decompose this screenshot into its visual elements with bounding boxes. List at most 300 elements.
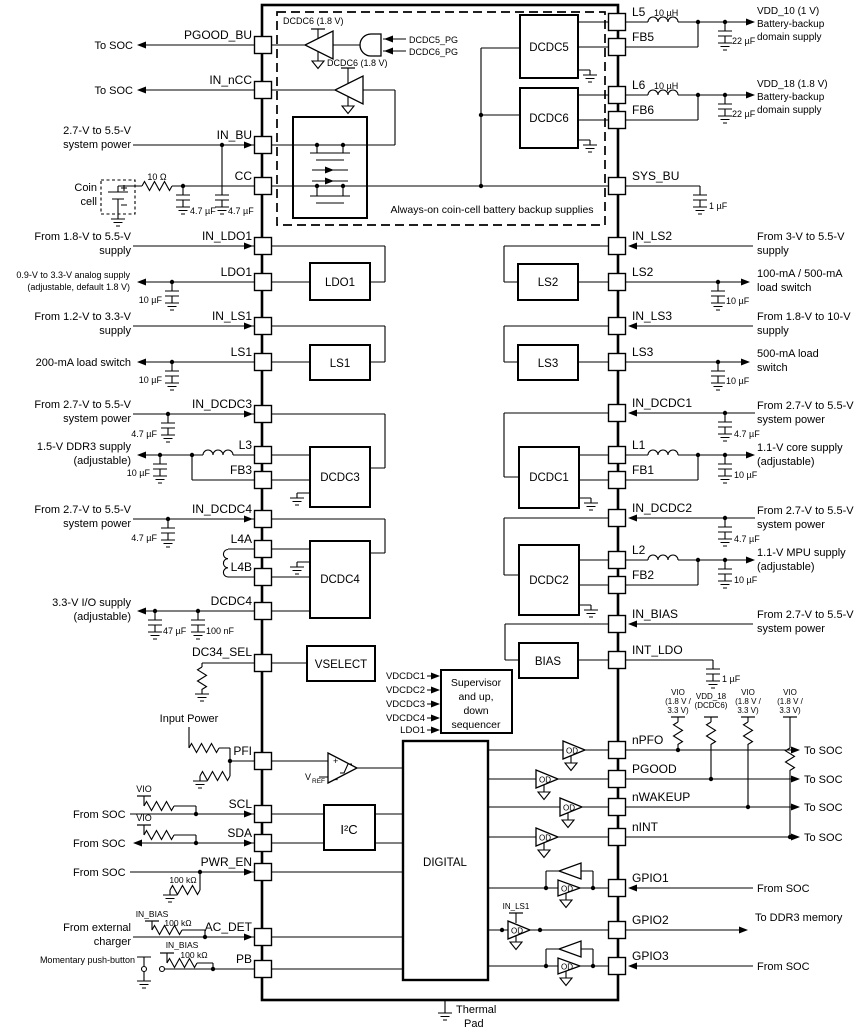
- intldo-capacitor: [706, 660, 720, 688]
- output-arrow: [137, 279, 146, 286]
- pin-label: CC: [234, 169, 252, 183]
- output-arrow: [137, 359, 146, 366]
- pin-label: FB3: [229, 463, 252, 477]
- block-label: I²C: [340, 822, 358, 837]
- cap-value: 4.7 µF: [190, 206, 216, 216]
- cap-value: 4.7 µF: [734, 534, 760, 544]
- source-label: From 1.8-V to 5.5-V: [34, 231, 131, 243]
- ls3-capacitor: [711, 362, 725, 390]
- output-label: 500-mA load: [757, 348, 819, 360]
- junction: [341, 143, 345, 147]
- pin-label: L1: [632, 438, 646, 452]
- to-soc-arrow: [791, 776, 800, 783]
- pb-ground-icon: [137, 976, 151, 988]
- pullup-rail-label: (1.8 V /: [665, 697, 691, 706]
- pin-label: FB5: [632, 30, 655, 44]
- pin-label: nINT: [632, 820, 659, 834]
- ground-icon: [290, 562, 304, 574]
- seq-input-arrow: [431, 687, 440, 694]
- to-soc-arrow: [791, 834, 800, 841]
- cc-capacitor-1: [176, 186, 190, 214]
- junction: [228, 759, 232, 763]
- output-label: 1.1-V MPU supply: [757, 547, 846, 559]
- junction: [676, 748, 680, 752]
- pin-label: L6: [632, 78, 646, 92]
- ground-icon: [584, 605, 598, 617]
- junction: [538, 928, 542, 932]
- pin-label: L2: [632, 543, 646, 557]
- dest-label: To DDR3 memory: [755, 912, 843, 924]
- coin-cell-resistor: [142, 182, 172, 191]
- source-label: supply: [99, 245, 131, 257]
- resistor-value: 10 Ω: [147, 172, 167, 182]
- pin-label: PGOOD_BU: [183, 28, 252, 42]
- source-label: From SOC: [757, 883, 810, 895]
- pin-label: IN_DCDC1: [632, 396, 693, 410]
- junction: [544, 964, 548, 968]
- block-label: DCDC4: [320, 574, 360, 586]
- source-label: From 2.7-V to 5.5-V: [757, 505, 854, 517]
- inductor-value: 10 µH: [654, 8, 679, 18]
- source-label: From SOC: [73, 838, 126, 850]
- sysbu-capacitor: [693, 186, 707, 214]
- output-label: switch: [757, 362, 788, 374]
- pullup-rail-label: 3.3 V): [779, 706, 801, 715]
- junction: [190, 453, 194, 457]
- pfi-divider-resistor-top: [189, 744, 219, 753]
- to-soc-arrow: [791, 747, 800, 754]
- block-label: DCDC1: [529, 472, 569, 484]
- dest-label: To SOC: [804, 802, 843, 814]
- input-arrow: [244, 811, 253, 818]
- cap-value: 22 µF: [732, 109, 756, 119]
- input-arrow: [244, 323, 253, 330]
- source-label: supply: [757, 325, 789, 337]
- logic-ground-icon: [560, 978, 572, 986]
- thermal-pad-ground-icon: [438, 1008, 452, 1020]
- junction: [166, 517, 170, 521]
- to-soc-arrow: [137, 42, 146, 49]
- pgood-bu-buffer: [305, 31, 333, 59]
- input-arrow: [244, 411, 253, 418]
- junction: [746, 805, 750, 809]
- pin-label: IN_BU: [216, 128, 252, 142]
- cap-value: 4.7 µF: [734, 429, 760, 439]
- ldo1-capacitor: [165, 282, 179, 310]
- in-dcdc4-capacitor: [161, 519, 175, 547]
- output-arrow: [746, 92, 755, 99]
- output-arrow: [741, 359, 750, 366]
- block-label: LS1: [329, 358, 351, 370]
- ground-icon: [584, 498, 598, 510]
- seq-input-arrow: [431, 673, 440, 680]
- buffer-supply-label: DCDC6 (1.8 V): [283, 16, 344, 26]
- pin-label: IN_DCDC2: [632, 501, 693, 515]
- output-label: domain supply: [757, 32, 822, 43]
- pin-label: IN_DCDC3: [191, 397, 252, 411]
- dest-label: To SOC: [94, 85, 133, 97]
- output-label: load switch: [757, 282, 812, 294]
- in-ncc-buffer: [335, 76, 363, 104]
- gpio1-input-buffer: [559, 863, 581, 879]
- junction: [723, 20, 727, 24]
- junction: [170, 280, 174, 284]
- pin-label: IN_DCDC4: [191, 502, 252, 516]
- input-arrow: [244, 934, 253, 941]
- pin-label: IN_LS3: [632, 309, 673, 323]
- and-gate: [360, 34, 381, 56]
- dest-label: To SOC: [94, 40, 133, 52]
- comparator-plus: +: [333, 756, 339, 766]
- input-arrow: [244, 516, 253, 523]
- source-label: From 2.7-V to 5.5-V: [757, 609, 854, 621]
- pfi-divider-resistor-bottom: [200, 772, 230, 781]
- cap-value: 10 µF: [726, 296, 750, 306]
- junction: [696, 93, 700, 97]
- input-arrow: [628, 243, 637, 250]
- pin-label: nPFO: [632, 733, 664, 747]
- to-soc-arrow: [791, 804, 800, 811]
- input-arrow: [244, 840, 253, 847]
- junction: [166, 412, 170, 416]
- junction: [709, 777, 713, 781]
- cap-value: 4.7 µF: [131, 429, 157, 439]
- pullup-rail-label: VIO: [783, 688, 797, 697]
- pin-label: L3: [238, 438, 252, 452]
- dcdc4-out-capacitor-2: [191, 611, 205, 639]
- cap-value: 10 µF: [734, 470, 758, 480]
- pin-label: PFI: [233, 744, 252, 758]
- vref-label: V: [304, 772, 311, 782]
- and-input-arrow: [384, 48, 393, 55]
- output-arrow: [137, 608, 146, 615]
- junction: [723, 558, 727, 562]
- pwr-en-pulldown-resistor: [170, 886, 200, 895]
- output-label: VDD_10 (1 V): [757, 6, 820, 17]
- rail-label: VIO: [136, 784, 152, 794]
- cap-value: 10 µF: [138, 295, 162, 305]
- od-label: OD: [561, 962, 573, 972]
- rail-label: VIO: [136, 813, 152, 823]
- output-label: VDD_18 (1.8 V): [757, 79, 828, 90]
- junction: [153, 609, 157, 613]
- block-label: DCDC3: [320, 472, 360, 484]
- output-label: (adjustable, default 1.8 V): [27, 282, 130, 292]
- dcdc4-out-capacitor-1: [148, 611, 162, 639]
- sda-pullup-resistor: [144, 831, 174, 840]
- output-label: 100-mA / 500-mA: [757, 268, 843, 280]
- inductor-value: 10 µH: [654, 81, 679, 91]
- cap-value: 1 µF: [709, 201, 728, 211]
- dcdc1-out-capacitor: [718, 455, 732, 483]
- dest-label: To SOC: [804, 745, 843, 757]
- cap-value: 10 µF: [138, 375, 162, 385]
- output-arrow: [137, 452, 146, 459]
- pin-label: PGOOD: [632, 762, 677, 776]
- source-label: From SOC: [73, 809, 126, 821]
- npfo-pullup-resistor: [674, 722, 683, 744]
- block-label: DCDC2: [529, 575, 569, 587]
- sda-arrow: [133, 840, 142, 847]
- junction: [198, 870, 202, 874]
- thermal-pad-label: Pad: [464, 1018, 484, 1030]
- output-label: 3.3-V I/O supply: [52, 597, 131, 609]
- od-label: OD: [563, 803, 575, 813]
- in-dcdc2-capacitor: [718, 518, 732, 546]
- output-label: 0.9-V to 3.3-V analog supply: [16, 270, 130, 280]
- rail-label: IN_BIAS: [165, 940, 199, 950]
- pin-label: IN_LS1: [211, 309, 252, 323]
- input-arrow: [628, 323, 637, 330]
- cap-value: 100 nF: [206, 626, 235, 636]
- junction: [181, 184, 185, 188]
- seq-input-label: VDCDC4: [385, 713, 425, 724]
- pin-label: LS3: [632, 345, 654, 359]
- rail-label: IN_BIAS: [135, 909, 169, 919]
- source-label: system power: [63, 518, 131, 530]
- pullup-rail-label: (1.8 V /: [777, 697, 803, 706]
- source-label: From 2.7-V to 5.5-V: [34, 399, 131, 411]
- logic-ground-icon: [565, 763, 577, 771]
- pullup-rail-label: VDD_18: [695, 692, 727, 701]
- thermal-pad-label: Thermal: [456, 1004, 497, 1016]
- seq-input-label: VDCDC1: [385, 671, 425, 682]
- junction: [315, 184, 319, 188]
- junction: [196, 609, 200, 613]
- pin-label: IN_LS2: [632, 229, 673, 243]
- backup-caption: Always-on coin-cell battery backup supplies: [390, 204, 594, 216]
- source-label: system power: [757, 623, 825, 635]
- output-label: (adjustable): [73, 455, 131, 467]
- logic-ground-icon: [538, 792, 550, 800]
- dest-label: To SOC: [804, 774, 843, 786]
- junction: [696, 20, 700, 24]
- vdd18-capacitor: [718, 95, 732, 123]
- junction: [479, 184, 483, 188]
- pin-label: GPIO3: [632, 949, 669, 963]
- in-dcdc1-capacitor: [718, 413, 732, 441]
- logic-ground-icon: [312, 61, 324, 69]
- pin-label: FB1: [632, 463, 655, 477]
- source-label: From 1.8-V to 10-V: [757, 311, 851, 323]
- buffer-supply-label: DCDC6 (1.8 V): [327, 58, 388, 68]
- junction: [716, 280, 720, 284]
- l1-inductor: [648, 450, 678, 455]
- cap-value: 4.7 µF: [228, 206, 254, 216]
- block-label: DCDC6: [529, 113, 569, 125]
- source-label: system power: [757, 519, 825, 531]
- pin-label: DC34_SEL: [191, 645, 252, 659]
- od-label: OD: [539, 833, 551, 843]
- junction: [696, 453, 700, 457]
- input-arrow: [244, 869, 253, 876]
- junction: [723, 516, 727, 520]
- block-label: BIAS: [534, 656, 562, 668]
- input-power-label: Input Power: [159, 713, 219, 725]
- input-arrow: [628, 515, 637, 522]
- pin-label: IN_nCC: [209, 73, 252, 87]
- output-label: Battery-backup: [757, 92, 825, 103]
- junction: [203, 935, 207, 939]
- source-label: Momentary push-button: [39, 955, 135, 965]
- source-label: From 1.2-V to 3.3-V: [34, 311, 131, 323]
- output-arrow: [746, 452, 755, 459]
- output-label: (adjustable): [757, 561, 815, 573]
- pushbutton-contact: [160, 967, 165, 972]
- junction: [194, 812, 198, 816]
- junction: [194, 841, 198, 845]
- pin-label: SCL: [228, 797, 252, 811]
- internal-blocks: [277, 12, 605, 980]
- ground-icon: [583, 140, 597, 152]
- pin-label: GPIO1: [632, 871, 669, 885]
- source-label: From external: [63, 922, 131, 934]
- junction: [500, 928, 504, 932]
- pin-label: L5: [632, 5, 646, 19]
- input-arrow: [244, 142, 253, 149]
- seq-input-arrow: [431, 727, 440, 734]
- pullup-rail-label: (1.8 V /: [735, 697, 761, 706]
- junction: [723, 453, 727, 457]
- gpio2-supply-label: IN_LS1: [502, 902, 530, 911]
- block-label: DCDC5: [529, 42, 569, 54]
- logic-ground-icon: [560, 900, 572, 908]
- junction: [211, 967, 215, 971]
- sequencer-line: sequencer: [451, 719, 501, 731]
- pin-label: FB2: [632, 568, 655, 582]
- ground-icon: [583, 70, 597, 82]
- pwr-en-ground-icon: [163, 890, 177, 902]
- and-input-label: DCDC5_PG: [409, 35, 459, 45]
- junction: [341, 184, 345, 188]
- cap-value: 10 µF: [734, 575, 758, 585]
- ground-icon: [290, 493, 304, 505]
- input-arrow: [628, 621, 637, 628]
- dcdc3-out-capacitor: [153, 455, 167, 483]
- ls1-capacitor: [165, 362, 179, 390]
- junction: [591, 964, 595, 968]
- output-label: 200-mA load switch: [35, 357, 131, 369]
- source-label: supply: [757, 245, 789, 257]
- input-arrow: [244, 243, 253, 250]
- output-label: 1.1-V core supply: [757, 442, 843, 454]
- seq-input-label: VDCDC2: [385, 685, 425, 696]
- cap-value: 22 µF: [732, 36, 756, 46]
- vref-subscript: REF: [312, 778, 325, 785]
- pfi-divider-ground-icon: [193, 776, 207, 788]
- block-label: LDO1: [324, 277, 356, 289]
- source-label: From 2.7-V to 5.5-V: [757, 400, 854, 412]
- junction: [716, 360, 720, 364]
- pgood-pullup-resistor: [707, 722, 716, 744]
- coin-cell-label: cell: [80, 196, 97, 208]
- pullup-rail-label: 3.3 V): [737, 706, 759, 715]
- logic-ground-icon: [510, 942, 522, 950]
- cap-value: 47 µF: [163, 626, 187, 636]
- junction: [170, 360, 174, 364]
- gpio3-input-buffer: [559, 941, 581, 957]
- pin-label: GPIO2: [632, 913, 669, 927]
- block-label: LS3: [537, 358, 559, 370]
- to-soc-arrow: [137, 87, 146, 94]
- pullup-rail-label: 3.3 V): [667, 706, 689, 715]
- pin-label: INT_LDO: [632, 643, 683, 657]
- pin-label: FB6: [632, 103, 655, 117]
- pullup-rail-label: (DCDC6): [694, 701, 728, 710]
- junction: [315, 143, 319, 147]
- source-label: From SOC: [757, 961, 810, 973]
- pin-label: SDA: [227, 826, 252, 840]
- output-arrow: [746, 19, 755, 26]
- pin-label: nWAKEUP: [632, 790, 691, 804]
- pin-label: DCDC4: [210, 594, 252, 608]
- logic-ground-icon: [562, 820, 574, 828]
- dc34-sel-ground-icon: [195, 689, 209, 701]
- seq-input-arrow: [431, 715, 440, 722]
- right-annotations: [654, 6, 854, 973]
- od-label: OD: [566, 746, 578, 756]
- pin-label: LS1: [230, 345, 252, 359]
- cap-value: 10 µF: [126, 468, 150, 478]
- resistor-value: 100 kΩ: [180, 950, 208, 960]
- input-arrow: [628, 410, 637, 417]
- source-label: charger: [93, 936, 131, 948]
- source-label: system power: [63, 139, 131, 151]
- pin-label: PWR_EN: [200, 855, 252, 869]
- block-label: VSELECT: [314, 659, 368, 671]
- junction: [479, 113, 483, 117]
- source-label: From 3-V to 5.5-V: [757, 231, 845, 243]
- source-label: system power: [757, 414, 825, 426]
- output-arrow: [746, 557, 755, 564]
- and-input-label: DCDC6_PG: [409, 47, 459, 57]
- l3-inductor: [203, 450, 233, 455]
- junction: [723, 411, 727, 415]
- dc34-sel-resistor: [198, 667, 207, 689]
- dest-label: To SOC: [804, 832, 843, 844]
- od-label: OD: [561, 884, 573, 894]
- cap-value: 4.7 µF: [131, 533, 157, 543]
- pin-label: LDO1: [220, 265, 252, 279]
- block-label: DIGITAL: [423, 857, 467, 869]
- input-arrow: [628, 885, 637, 892]
- junction: [220, 143, 224, 147]
- and-input-arrow: [384, 36, 393, 43]
- pin-label: AC_DET: [204, 920, 252, 934]
- source-label: supply: [99, 325, 131, 337]
- ls2-capacitor: [711, 282, 725, 310]
- source-label: From SOC: [73, 867, 126, 879]
- source-label: 2.7-V to 5.5-V: [63, 125, 131, 137]
- sequencer-line: Supervisor: [450, 677, 502, 689]
- coin-cell-ground-icon: [111, 214, 125, 226]
- source-label: From 2.7-V to 5.5-V: [34, 504, 131, 516]
- resistor-value: 100 kΩ: [169, 875, 197, 885]
- pin-label: PB: [235, 952, 252, 966]
- l2-inductor: [648, 555, 678, 560]
- logic-ground-icon: [538, 850, 550, 858]
- od-label: OD: [511, 926, 523, 936]
- output-label: (adjustable): [757, 456, 815, 468]
- cap-value: 10 µF: [726, 376, 750, 386]
- output-label: (adjustable): [73, 611, 131, 623]
- seq-input-label: LDO1: [400, 725, 425, 736]
- cap-value: 1 µF: [722, 674, 741, 684]
- pin-label: SYS_BU: [632, 169, 680, 183]
- input-arrow: [628, 963, 637, 970]
- seq-input-label: VDCDC3: [385, 699, 425, 710]
- scl-pullup-resistor: [144, 802, 174, 811]
